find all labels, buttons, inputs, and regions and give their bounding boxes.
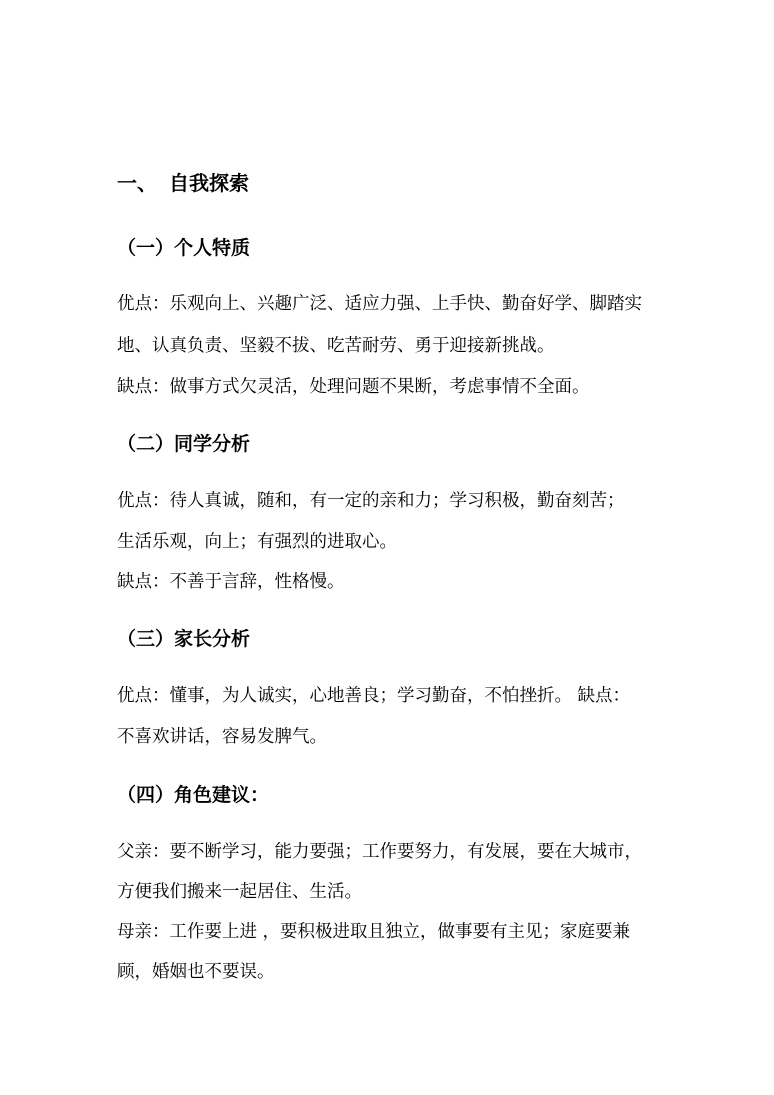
paragraph-line: 优点：懂事，为人诚实，心地善良；学习勤奋，不怕挫折。 缺点：: [117, 686, 631, 706]
paragraph-line: 优点：乐观向上、兴趣广泛、适应力强、上手快、勤奋好学、脚踏实: [117, 294, 642, 314]
paragraph-line: 缺点：不善于言辞，性格慢。: [117, 572, 345, 592]
paragraph-line: 优点：待人真诚，随和，有一定的亲和力；学习积极，勤奋刻苦；: [117, 491, 625, 511]
section-heading: [117, 168, 249, 198]
paragraph-line: 方便我们搬来一起居住、生活。: [117, 882, 362, 902]
subsection-heading-parents: （三）家长分析: [117, 628, 251, 650]
paragraph-line: 不喜欢讲话，容易发脾气。: [117, 727, 327, 747]
subsection-heading-role-advice: （四）角色建议：: [117, 784, 270, 806]
paragraph-line: 缺点：做事方式欠灵活，处理问题不果断，考虑事情不全面。: [117, 377, 590, 397]
subsection-heading-classmates: （二）同学分析: [117, 433, 251, 455]
subsection-heading-traits: （一）个人特质: [117, 237, 251, 259]
paragraph-line: 地、认真负责、坚毅不拔、吃苦耐劳、勇于迎接新挑战。: [117, 336, 555, 356]
paragraph-line: 顾，婚姻也不要误。: [117, 962, 275, 982]
section-number: 一、: [117, 171, 157, 195]
paragraph-line: 父亲：要不断学习，能力要强；工作要努力，有发展，要在大城市，: [117, 842, 642, 862]
paragraph-line: 生活乐观，向上；有强烈的进取心。: [117, 532, 397, 552]
paragraph-line: 母亲：工作要上进 ，要积极进取且独立，做事要有主见；家庭要兼: [117, 922, 631, 942]
section-title: 自我探索: [169, 171, 249, 195]
